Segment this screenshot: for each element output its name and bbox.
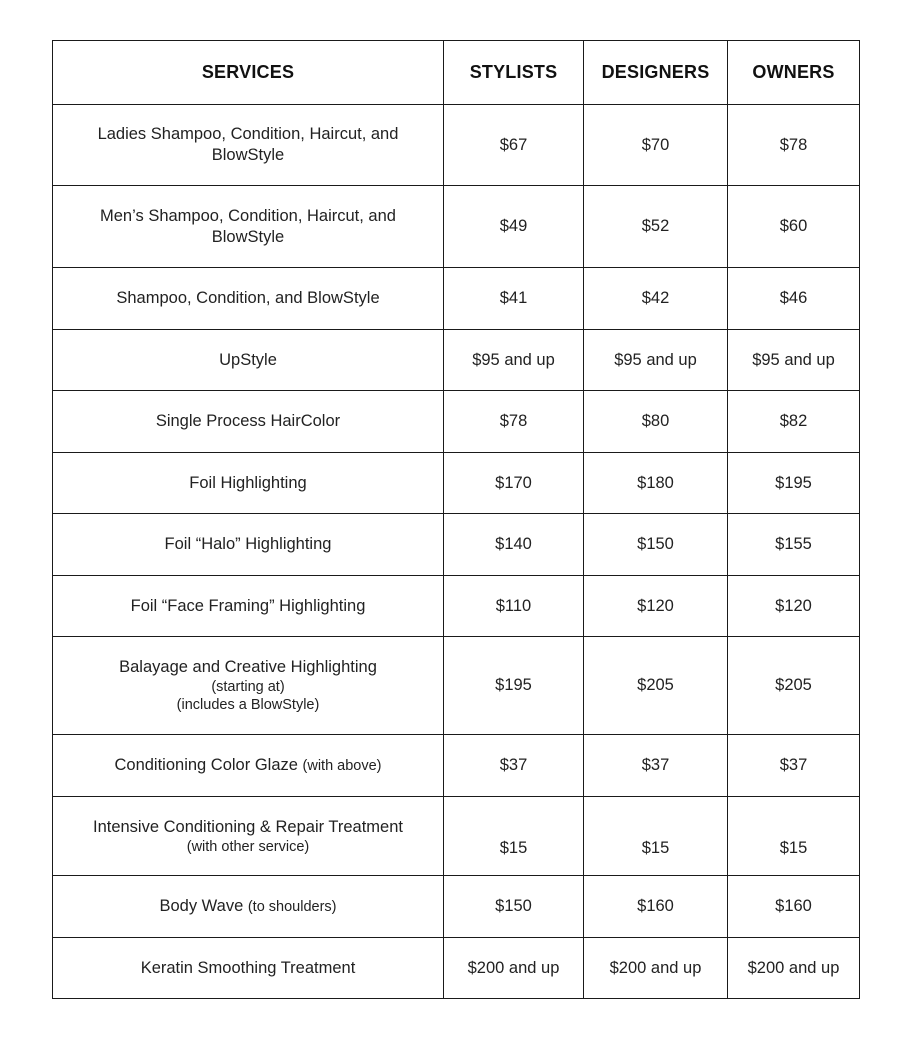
- price-designers: $52: [584, 186, 728, 268]
- price-owners: $46: [728, 268, 860, 330]
- price-stylists: $15: [444, 797, 584, 876]
- service-name: Ladies Shampoo, Condition, Haircut, and BlowStyle: [53, 105, 444, 186]
- service-name: Foil Highlighting: [53, 453, 444, 514]
- price-owners: $120: [728, 576, 860, 637]
- price-designers: $15: [584, 797, 728, 876]
- price-owners: $155: [728, 514, 860, 576]
- service-note: (with above): [302, 758, 382, 774]
- price-designers: $120: [584, 576, 728, 637]
- price-designers: $80: [584, 391, 728, 453]
- price-stylists: $37: [444, 735, 584, 797]
- service-name: Body Wave: [159, 897, 244, 915]
- price-stylists: $170: [444, 453, 584, 514]
- service-name: Keratin Smoothing Treatment: [53, 938, 444, 999]
- price-owners: $205: [728, 637, 860, 735]
- price-owners: $200 and up: [728, 938, 860, 999]
- service-name: Men’s Shampoo, Condition, Haircut, and BlowStyle: [53, 186, 444, 268]
- price-designers: $160: [584, 876, 728, 938]
- table-row: [53, 876, 860, 938]
- service-cell: [53, 735, 444, 797]
- service-name: Single Process HairColor: [53, 391, 444, 453]
- price-stylists: $140: [444, 514, 584, 576]
- header-designers: DESIGNERS: [584, 41, 728, 105]
- service-name: UpStyle: [53, 330, 444, 391]
- service-note: (with other service): [186, 839, 310, 855]
- price-stylists: $41: [444, 268, 584, 330]
- price-designers: $37: [584, 735, 728, 797]
- service-cell: [53, 797, 444, 876]
- table-row: [53, 514, 860, 576]
- header-owners: OWNERS: [728, 41, 860, 105]
- service-cell: [53, 876, 444, 938]
- table-row: [53, 735, 860, 797]
- price-designers: $42: [584, 268, 728, 330]
- service-note: (to shoulders): [247, 899, 337, 915]
- price-designers: $205: [584, 637, 728, 735]
- price-owners: $82: [728, 391, 860, 453]
- header-services: SERVICES: [53, 41, 444, 105]
- service-name: Foil “Face Framing” Highlighting: [53, 576, 444, 637]
- service-name: Foil “Halo” Highlighting: [53, 514, 444, 576]
- table-row: [53, 330, 860, 391]
- price-owners: $95 and up: [728, 330, 860, 391]
- price-stylists: $49: [444, 186, 584, 268]
- price-owners: $195: [728, 453, 860, 514]
- price-stylists: $78: [444, 391, 584, 453]
- table-row: [53, 938, 860, 999]
- price-stylists: $110: [444, 576, 584, 637]
- price-owners: $78: [728, 105, 860, 186]
- table-row: [53, 391, 860, 453]
- price-designers: $180: [584, 453, 728, 514]
- table-row: [53, 453, 860, 514]
- price-owners: $15: [728, 797, 860, 876]
- price-stylists: $95 and up: [444, 330, 584, 391]
- service-name: Balayage and Creative Highlighting: [119, 658, 377, 676]
- price-stylists: $200 and up: [444, 938, 584, 999]
- price-stylists: $150: [444, 876, 584, 938]
- service-name: Shampoo, Condition, and BlowStyle: [53, 268, 444, 330]
- service-cell: [53, 637, 444, 735]
- price-stylists: $195: [444, 637, 584, 735]
- price-stylists: $67: [444, 105, 584, 186]
- header-stylists: STYLISTS: [444, 41, 584, 105]
- price-owners: $37: [728, 735, 860, 797]
- price-table: [52, 40, 860, 999]
- service-name: Intensive Conditioning & Repair Treatment: [92, 818, 403, 836]
- price-owners: $160: [728, 876, 860, 938]
- service-name: Conditioning Color Glaze: [114, 756, 298, 774]
- price-designers: $70: [584, 105, 728, 186]
- header-row: [53, 41, 860, 105]
- table-row: [53, 576, 860, 637]
- table-row: [53, 637, 860, 735]
- table-row: [53, 797, 860, 876]
- price-designers: $95 and up: [584, 330, 728, 391]
- table-row: [53, 105, 860, 186]
- price-owners: $60: [728, 186, 860, 268]
- table-row: [53, 268, 860, 330]
- service-note: (starting at): [211, 679, 285, 695]
- table-row: [53, 186, 860, 268]
- price-designers: $150: [584, 514, 728, 576]
- service-note: (includes a BlowStyle): [176, 697, 320, 713]
- price-designers: $200 and up: [584, 938, 728, 999]
